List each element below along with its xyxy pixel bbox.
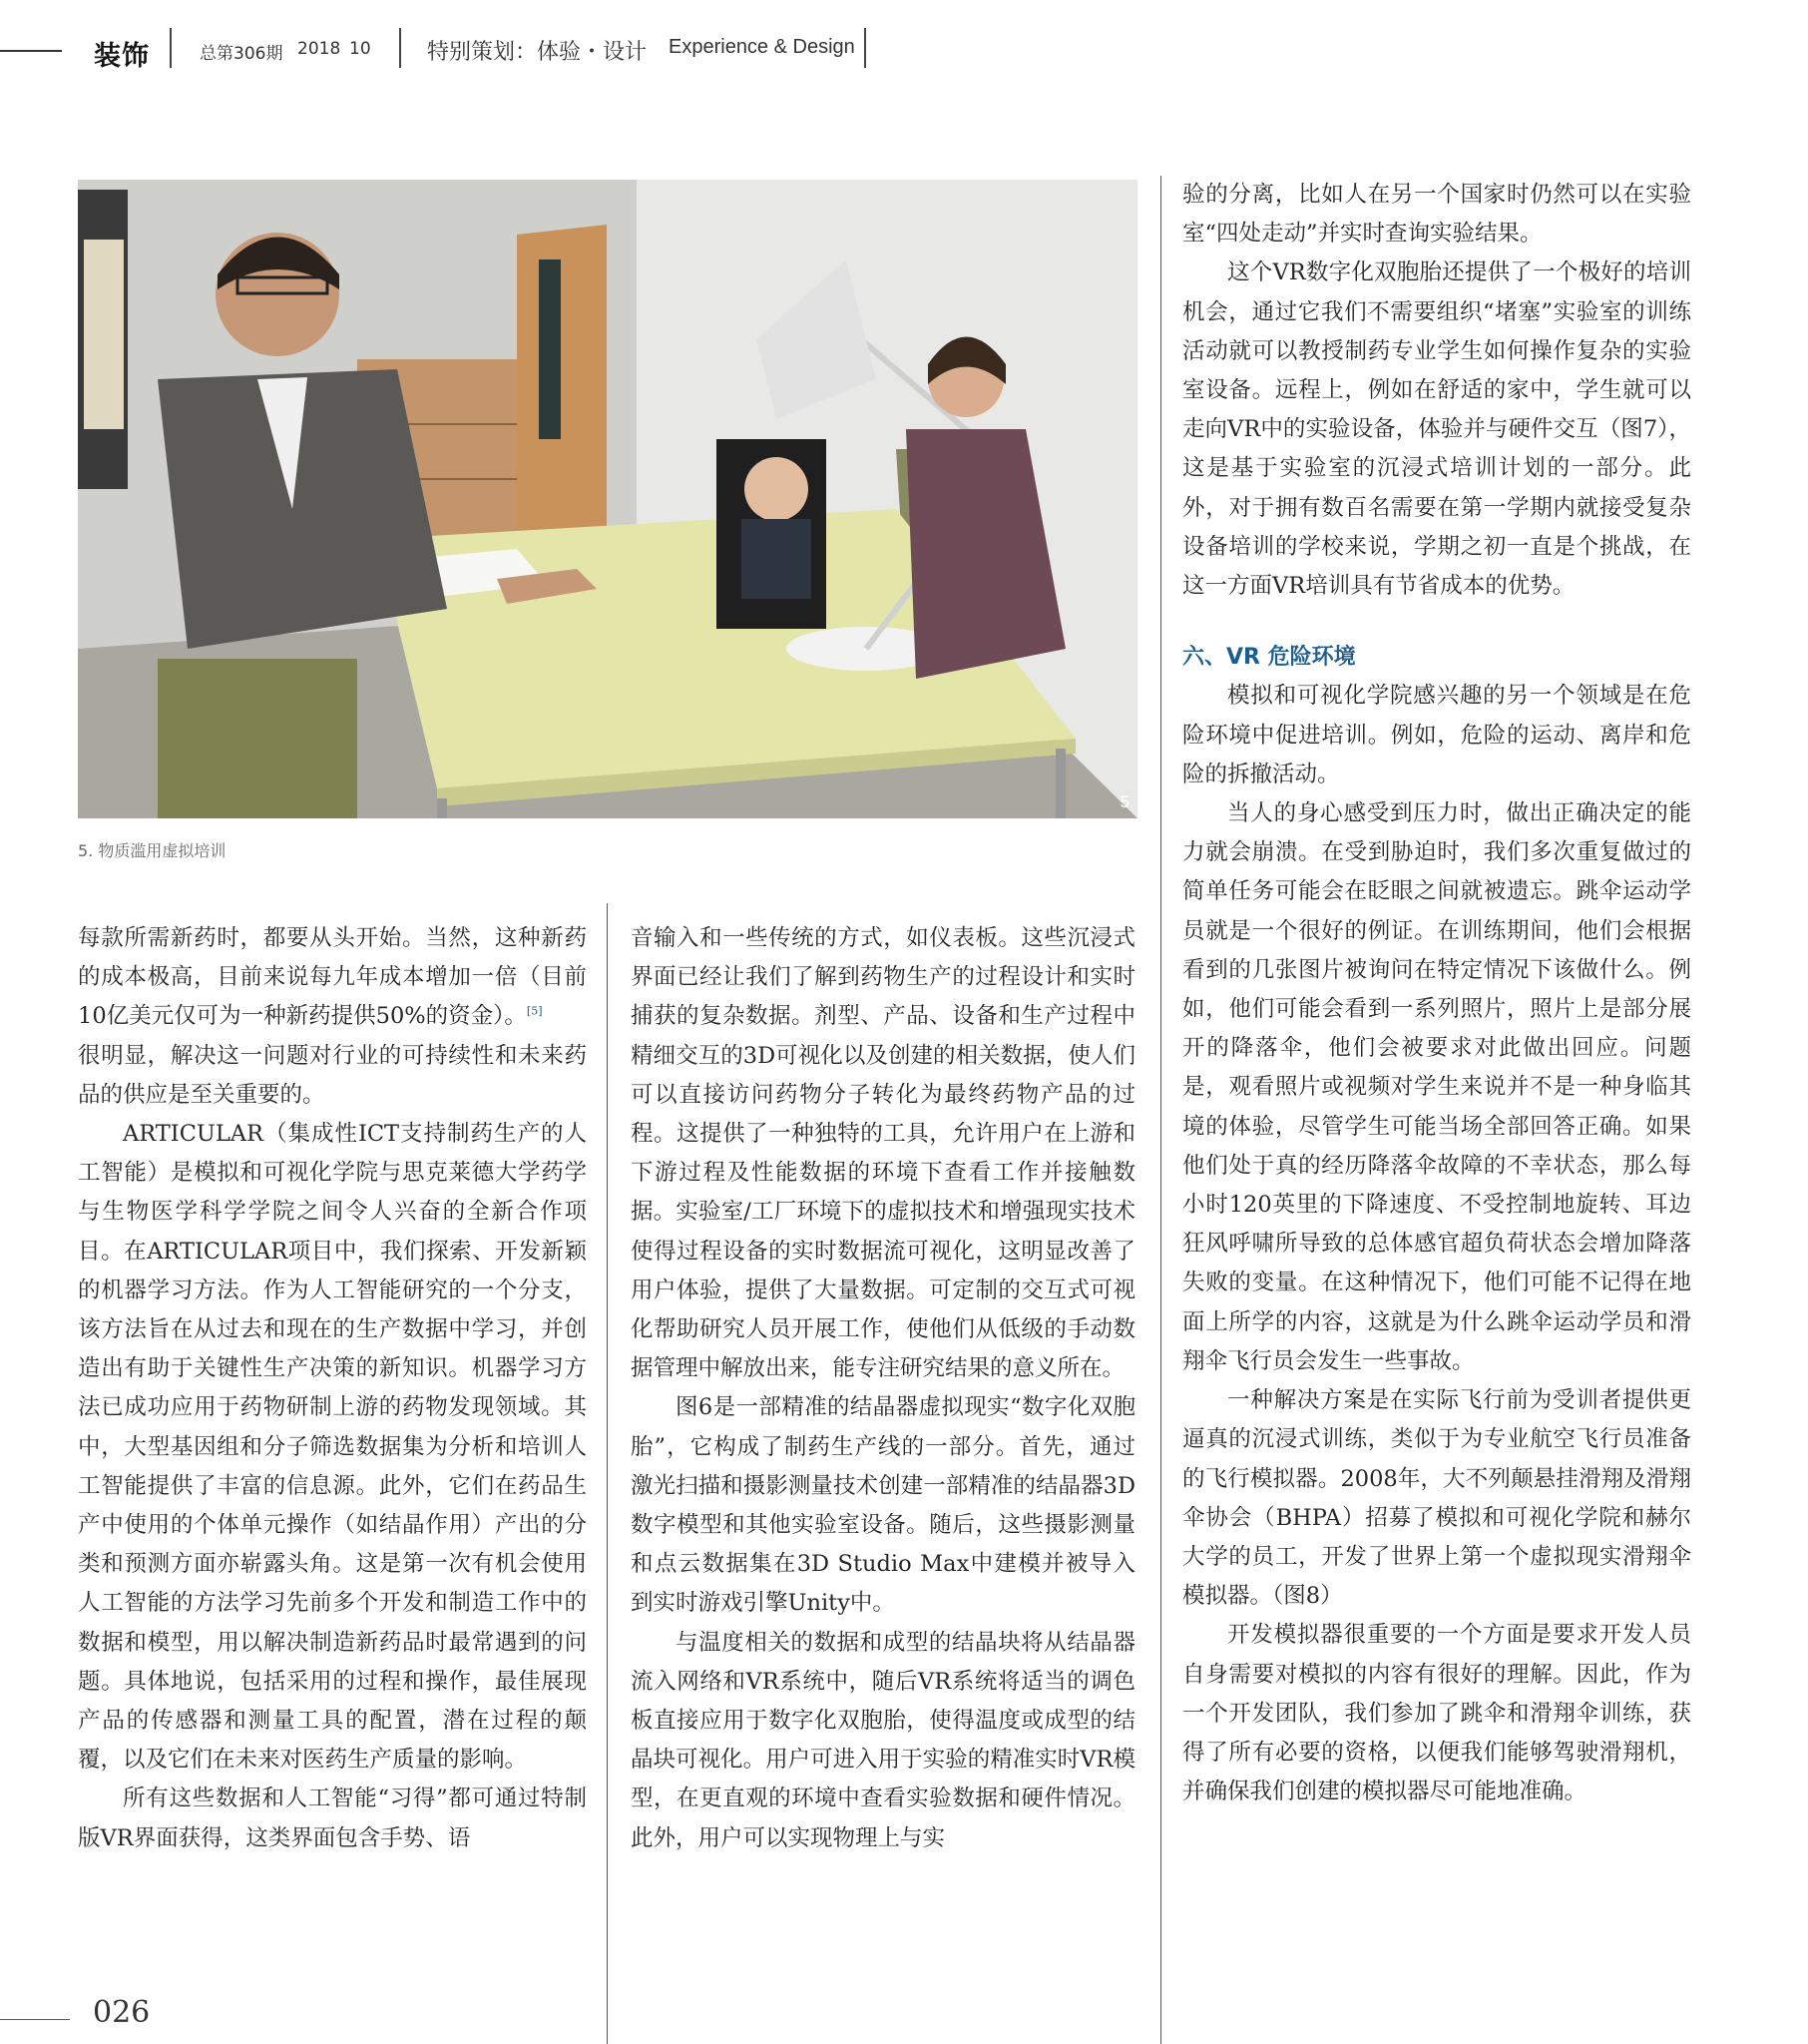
paragraph: 开发模拟器很重要的一个方面是要求开发人员自身需要对模拟的内容有很好的理解。因此，作为一个开发团队，我们参加了跳伞和滑翔伞训练，获得了所有必要的资格，以便我们能够驾驶滑翔机，并确保我们创建的模拟器尽可能地准确。 xyxy=(1182,1622,1691,1805)
text-column-3 xyxy=(1182,176,1691,1811)
issue-year: 2018 xyxy=(297,39,341,59)
paragraph: 一种解决方案是在实际飞行前为受训者提供更逼真的沉浸式训练，类似于为专业航空飞行员准备的飞行模拟器。2008年，大不列颠悬挂滑翔及滑翔伞协会（BHPA）招募了模拟和可视化学院和赫尔大学的员工，开发了世界上第一个虚拟现实滑翔伞模拟器。（图8） xyxy=(1182,1387,1691,1610)
vr-training-scene-illustration xyxy=(78,180,1137,818)
header-rule-left xyxy=(0,50,62,52)
header-divider xyxy=(864,28,866,68)
paragraph: 模拟和可视化学院感兴趣的另一个领域是在危险环境中促进培训。例如，危险的运动、离岸和危险的拆撤活动。 xyxy=(1182,683,1691,787)
paragraph: ARTICULAR（集成性ICT支持制药生产的人工智能）是模拟和可视化学院与思克莱德大学药学与生物医学科学学院之间令人兴奋的全新合作项目。在ARTICULAR项目中，我们探索、开发新颖的机器学习方法。作为人工智能研究的一个分支，该方法旨在从过去和现在的生产数据中学习，并创造出有助于关键性生产决策的新知识。机器学习方法已成功应用于药物研制上游的药物发现领域。其中，大型基因组和分子筛选数据集为分析和培训人工智能提供了丰富的信息源。此外，它们在药品生产中使用的个体单元操作（如结晶作用）产出的分类和预测方面亦崭露头角。这是第一次有机会使用人工智能的方法学习先前多个开发和制造工作中的数据和模型，用以解决制造新药品时最常遇到的问题。具体地说，包括采用的过程和操作，最佳展现产品的传感器和测量工具的配置，潜在过程的颠覆，以及它们在未来对医药生产质量的影响。 xyxy=(78,1121,587,1774)
paragraph xyxy=(78,919,587,1037)
special-topic: 特别策划：体验・设计 xyxy=(427,40,648,65)
figure-5-image xyxy=(78,180,1137,818)
figure-caption: 5. 物质滥用虚拟培训 xyxy=(78,841,226,860)
column-divider xyxy=(607,903,608,2044)
issue-number: 总第306期 xyxy=(200,44,283,64)
special-topic-en: Experience & Design xyxy=(669,36,855,58)
paragraph: 当人的身心感受到压力时，做出正确决定的能力就会崩溃。在受到胁迫时，我们多次重复做过的简单任务可能会在眨眼之间就被遗忘。跳伞运动学员就是一个很好的例证。在训练期间，他们会根据看到的几张图片被询问在特定情况下该做什么。例如，他们可能会看到一系列照片，照片上是部分展开的降落伞，他们会被要求对此做出回应。问题是，观看照片或视频对学生来说并不是一种身临其境的体验，尽管学生可能当场全部回答正确。如果他们处于真的经历降落伞故障的不幸状态，那么每小时120英里的下降速度、不受控制地旋转、耳边狂风呼啸所导致的总体感官超负荷状态会增加降落失败的变量。在这种情况下，他们可能不记得在地面上所学的内容，这就是为什么跳伞运动学员和滑翔伞飞行员会发生一些事故。 xyxy=(1182,800,1691,1374)
paragraph: 验的分离，比如人在另一个国家时仍然可以在实验室“四处走动”并实时查询实验结果。 xyxy=(1182,182,1691,248)
footer-rule xyxy=(0,2019,70,2020)
paragraph: 音输入和一些传统的方式，如仪表板。这些沉浸式界面已经让我们了解到药物生产的过程设计和实时捕获的复杂数据。剂型、产品、设备和生产过程中精细交互的3D可视化以及创建的相关数据，使人们可以直接访问药物分子转化为最终药物产品的过程。这提供了一种独特的工具，允许用户在上游和下游过程及性能数据的环境下查看工作并接触数据。实验室/工厂环境下的虚拟技术和增强现实技术使得过程设备的实时数据流可视化，这明显改善了用户体验，提供了大量数据。可定制的交互式可视化帮助研究人员开展工作，使他们从低级的手动数据管理中解放出来，能专注研究结果的意义所在。 xyxy=(631,925,1135,1382)
text-column-1 xyxy=(78,919,587,1858)
page-number: 026 xyxy=(93,1995,151,2030)
header-divider xyxy=(399,28,401,68)
header-divider xyxy=(170,28,172,68)
paragraph: 与温度相关的数据和成型的结晶块将从结晶器流入网络和VR系统中，随后VR系统将适当的调色板直接应用于数字化双胞胎，使得温度或成型的结晶块可视化。用户可进入用于实验的精准实时VR模型，在更直观的环境中查看实验数据和硬件情况。此外，用户可以实现物理上与实 xyxy=(631,1629,1135,1851)
figure-number: 5 xyxy=(1120,792,1130,811)
footnote-reference[interactable]: [5] xyxy=(526,1004,543,1018)
paragraph: 图6是一部精准的结晶器虚拟现实“数字化双胞胎”，它构成了制药生产线的一部分。首先，通过激光扫描和摄影测量技术创建一部精准的结晶器3D数字模型和其他实验室设备。随后，这些摄影测量和点云数据集在3D Studio Max中建模并被导入到实时游戏引擎Unity中。 xyxy=(631,1394,1135,1617)
paragraph: 这个VR数字化双胞胎还提供了一个极好的培训机会，通过它我们不需要组织“堵塞”实验室的训练活动就可以教授制药专业学生如何操作复杂的实验室设备。远程上，例如在舒适的家中，学生就可以走向VR中的实验设备，体验并与硬件交互（图7），这是基于实验室的沉浸式培训计划的一部分。此外，对于拥有数百名需要在第一学期内就接受复杂设备培训的学校来说，学期之初一直是个挑战，在这一方面VR培训具有节省成本的优势。 xyxy=(1182,259,1691,600)
text-column-2 xyxy=(631,919,1135,1858)
paragraph: 很明显，解决这一问题对行业的可持续性和未来药品的供应是至关重要的。 xyxy=(78,1042,587,1108)
magazine-logo: 装饰 xyxy=(94,41,150,72)
issue-month: 10 xyxy=(349,39,371,59)
paragraph: 所有这些数据和人工智能“习得”都可通过特制版VR界面获得，这类界面包含手势、语 xyxy=(78,1786,587,1851)
column-divider xyxy=(1160,176,1161,2044)
paragraph-text: 每款所需新药时，都要从头开始。当然，这种新药的成本极高，目前来说每九年成本增加一倍（目前10亿美元仅可为一种新药提供50%的资金）。 xyxy=(78,925,587,1030)
section-heading: 六、VR 危险环境 xyxy=(1182,645,1356,671)
